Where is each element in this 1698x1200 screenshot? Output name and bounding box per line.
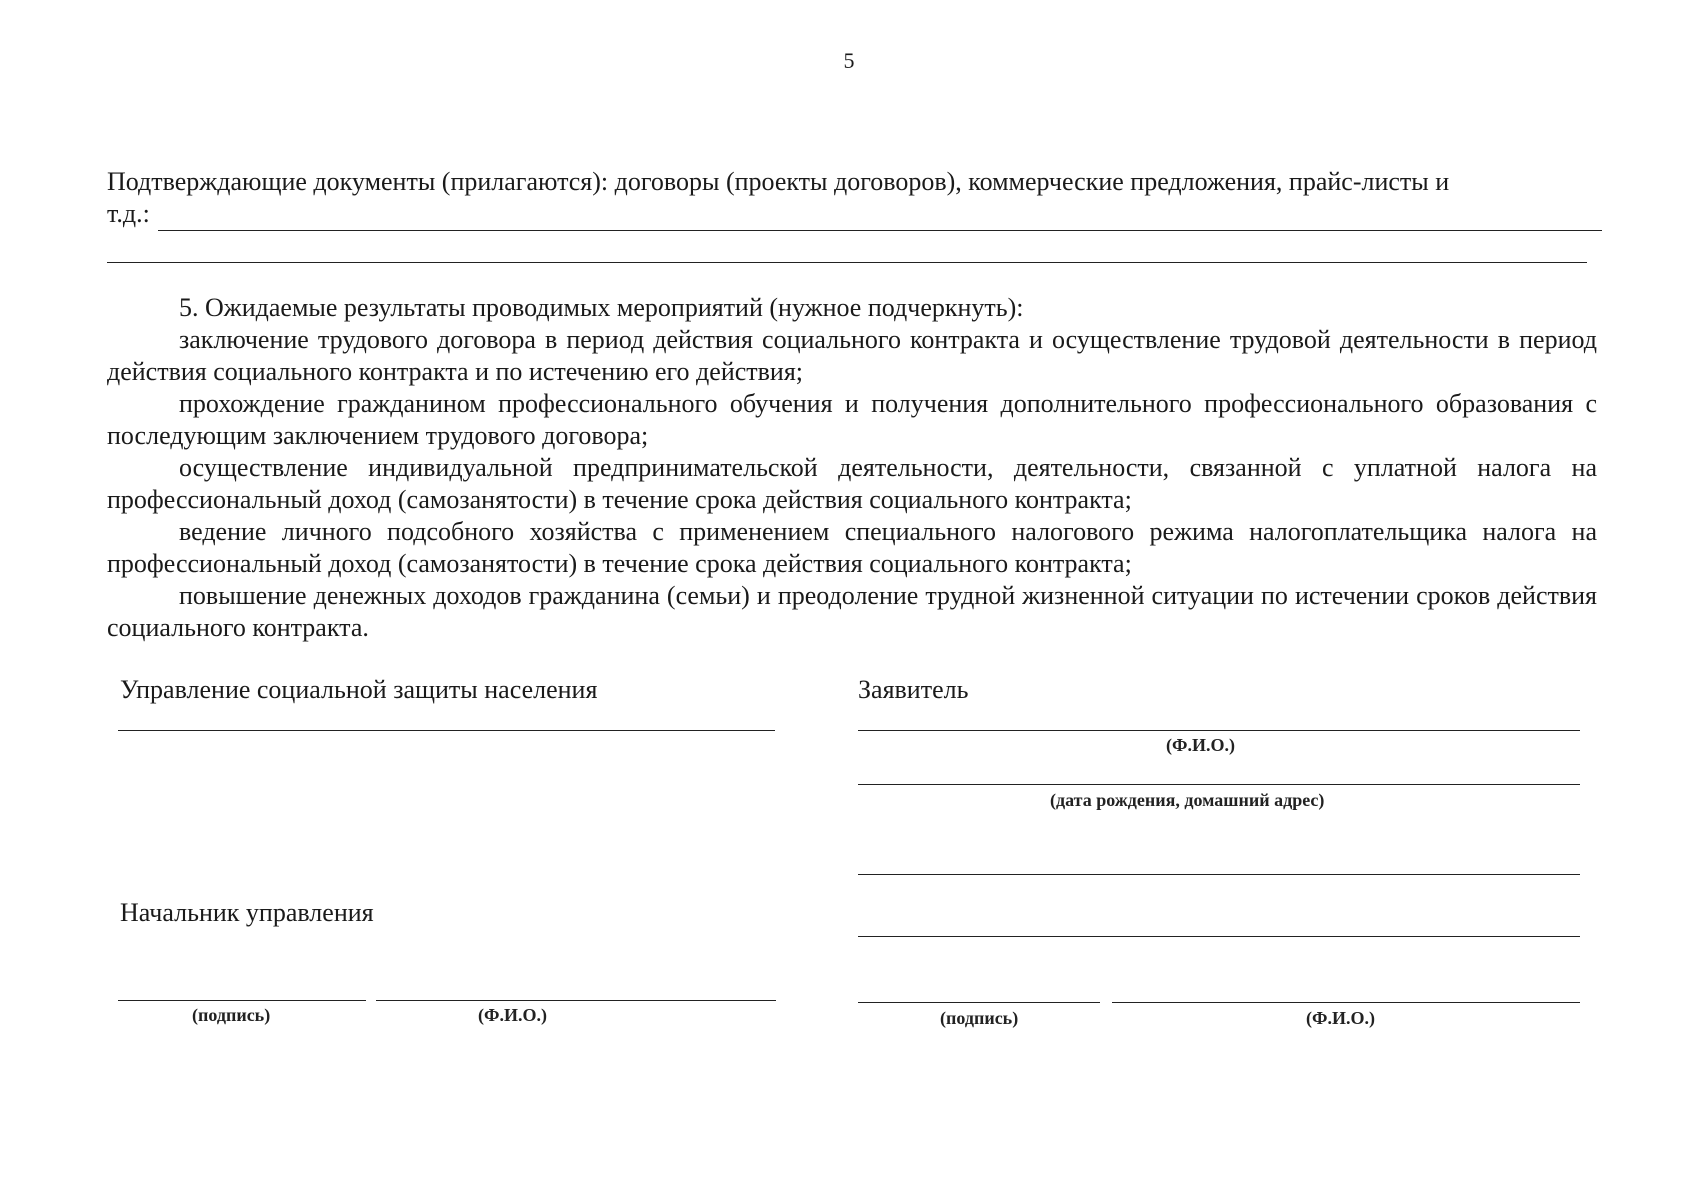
applicant-address-line-3 bbox=[858, 936, 1580, 937]
supporting-documents-td-label: т.д.: bbox=[107, 199, 150, 228]
applicant-fio-caption: (Ф.И.О.) bbox=[1166, 735, 1235, 755]
result-item-household: ведение личного подсобного хозяйства с применением специального налогового режима налогоплательщика налога на профессиональный доход (самозанятости) в течение срока действия социального контракта; bbox=[107, 517, 1597, 578]
supporting-documents-fill-line-1 bbox=[158, 230, 1602, 231]
expected-results-section bbox=[107, 292, 1597, 644]
result-item-employment: заключение трудового договора в период действия социального контракта и осуществление трудовой деятельности в период действия социального контракта и по истечению его действия; bbox=[107, 325, 1597, 386]
head-signature-caption: (подпись) bbox=[192, 1005, 271, 1025]
head-name-caption: (Ф.И.О.) bbox=[478, 1005, 547, 1025]
applicant-fio-line bbox=[858, 730, 1580, 731]
applicant-birth-address-caption: (дата рождения, домашний адрес) bbox=[1050, 790, 1325, 810]
applicant-name-line bbox=[1112, 1002, 1580, 1003]
head-of-department-label: Начальник управления bbox=[120, 898, 374, 927]
applicant-signature-caption: (подпись) bbox=[940, 1008, 1019, 1028]
page-number: 5 bbox=[843, 48, 855, 73]
applicant-birth-address-line bbox=[858, 784, 1580, 785]
head-signature-line bbox=[118, 1000, 366, 1001]
result-item-entrepreneurship: осуществление индивидуальной предпринимательской деятельности, деятельности, связанной с уплатной налога на профессиональный доход (самозанятости) в течение срока действия социального контракта; bbox=[107, 453, 1597, 514]
result-item-income-increase: повышение денежных доходов гражданина (семьи) и преодоление трудной жизненной ситуации по истечении сроков действия социального контракта. bbox=[107, 581, 1597, 642]
office-line bbox=[118, 730, 775, 731]
supporting-documents-text: Подтверждающие документы (прилагаются): договоры (проекты договоров), коммерческие предложения, прайс-листы и bbox=[107, 167, 1450, 196]
applicant-name-caption: (Ф.И.О.) bbox=[1306, 1008, 1375, 1028]
social-protection-office-label: Управление социальной защиты населения bbox=[120, 675, 598, 704]
applicant-address-line-2 bbox=[858, 874, 1580, 875]
head-name-line bbox=[376, 1000, 776, 1001]
section-heading: 5. Ожидаемые результаты проводимых мероприятий (нужное подчеркнуть): bbox=[179, 293, 1024, 322]
applicant-signature-line bbox=[858, 1002, 1100, 1003]
result-item-training: прохождение гражданином профессионального обучения и получения дополнительного профессионального образования с последующим заключением трудового договора; bbox=[107, 389, 1597, 450]
supporting-documents-fill-line-2 bbox=[107, 262, 1587, 263]
applicant-label: Заявитель bbox=[858, 675, 969, 704]
